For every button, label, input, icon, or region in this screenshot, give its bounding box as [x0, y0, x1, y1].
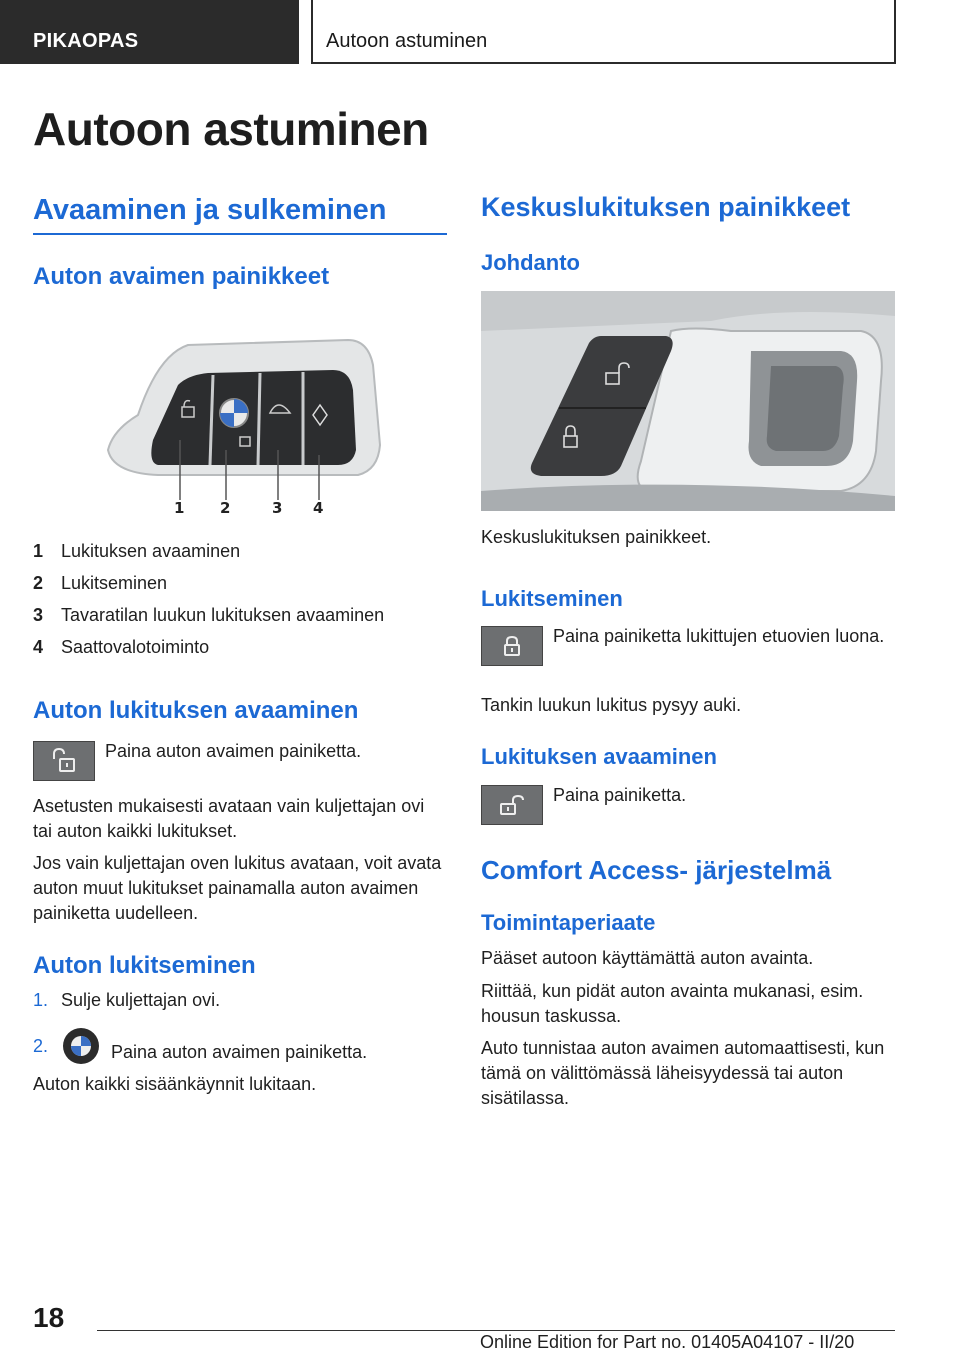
callout-1: 1	[174, 499, 185, 517]
unlock-paragraph-1: Asetusten mukaisesti avataan vain kuljettajan ovi tai auton kaikki lukitukset.	[33, 796, 425, 841]
locking-icon-text: Paina painiketta lukittujen etuovien luona.	[553, 626, 885, 646]
key-logo-icon	[61, 1026, 101, 1066]
key-fob-illustration	[98, 335, 388, 517]
lock-car-title: Auton lukitseminen	[33, 952, 256, 979]
footer-rule	[97, 1330, 895, 1331]
principle-title: Toimintaperiaate	[481, 910, 656, 935]
lock-steps	[33, 984, 447, 1016]
lock-result: Auton kaikki sisäänkäynnit lukitaan.	[33, 1074, 317, 1094]
comfort-paragraph-3: Auto tunnistaa auton avaimen automaattisesti, kun tämä on välittömässä läheisyydessä tai auton sisätilassa.	[481, 1038, 885, 1108]
unlock-paragraph-2: Jos vain kuljettajan oven lukitus avataan, voit avata auton muut lukitukset painamalla auton avaimen painiketta uudelleen.	[33, 853, 442, 923]
key-buttons-list	[33, 535, 447, 663]
list-item: 2 Lukitseminen	[33, 573, 168, 593]
central-locking-title: Keskuslukituksen painikkeet	[481, 192, 851, 222]
fuel-flap-note: Tankin luukun lukitus pysyy auki.	[481, 695, 742, 715]
list-item: 1. Sulje kuljettajan ovi.	[33, 990, 221, 1010]
unlock-car-title: Auton lukituksen avaaminen	[33, 697, 359, 724]
header-section-tab: PIKAOPAS	[0, 0, 299, 64]
section-rule	[33, 233, 447, 235]
intro-title: Johdanto	[481, 250, 580, 275]
callout-2: 2	[220, 499, 231, 517]
lock-icon	[481, 626, 543, 666]
footer-edition: Online Edition for Part no. 01405A04107 - II/20	[480, 1332, 855, 1352]
list-item: 3 Tavaratilan luukun lukituksen avaaminen	[33, 605, 385, 625]
page-title: Autoon astuminen	[33, 103, 429, 155]
page-number: 18	[33, 1302, 65, 1333]
callout-3: 3	[272, 499, 283, 517]
unlock-icon	[33, 741, 95, 781]
door-lock-buttons-illustration	[481, 291, 895, 511]
comfort-access-title: Comfort Access- järjestelmä	[481, 855, 832, 885]
locking-title: Lukitseminen	[481, 586, 623, 611]
section-title-open-close: Avaaminen ja sulkeminen	[33, 194, 387, 226]
header-chapter-tab: Autoon astuminen	[311, 0, 896, 64]
unlock-icon-text: Paina auton avaimen painiketta.	[105, 741, 362, 761]
comfort-paragraph-2: Riittää, kun pidät auton avainta mukanasi, esim. housun taskussa.	[481, 981, 864, 1026]
illustration-caption: Keskuslukituksen painikkeet.	[481, 527, 712, 547]
unlock-button-icon	[481, 785, 543, 825]
list-item: 4 Saattovalotoiminto	[33, 637, 210, 657]
list-item: 1 Lukituksen avaaminen	[33, 541, 241, 561]
key-buttons-title: Auton avaimen painikkeet	[33, 263, 330, 290]
unlocking-icon-text: Paina painiketta.	[553, 785, 687, 805]
callout-4: 4	[313, 499, 324, 517]
list-item: 2. Paina auton avaimen painiketta.	[33, 1026, 447, 1066]
comfort-paragraph-1: Pääset autoon käyttämättä auton avainta.	[481, 948, 814, 968]
unlocking-title: Lukituksen avaaminen	[481, 744, 717, 769]
